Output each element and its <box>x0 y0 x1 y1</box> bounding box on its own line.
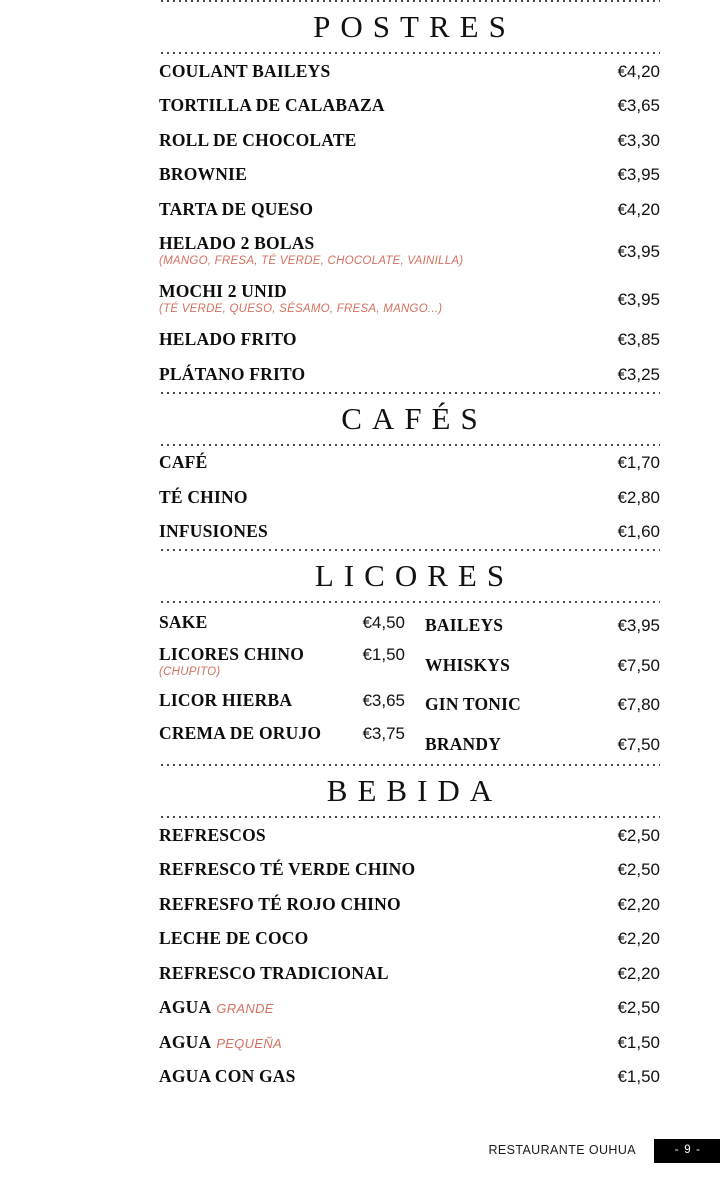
section-title: POSTRES <box>313 9 516 44</box>
menu-item-row <box>159 480 660 515</box>
menu-item-price: €3,25 <box>617 364 660 384</box>
menu-item-row <box>159 853 660 888</box>
menu-item-price: €2,80 <box>617 487 660 507</box>
menu-item-name: INFUSIONES <box>159 521 268 541</box>
menu-item-body <box>159 280 603 316</box>
menu-item-body <box>159 1031 603 1052</box>
two-column-list <box>159 603 660 764</box>
menu-item-name: AGUA CON GAS <box>159 1066 296 1086</box>
menu-item-name: COULANT BAILEYS <box>159 60 331 81</box>
menu-item-body <box>159 523 603 541</box>
menu-item-price: €2,50 <box>617 825 660 845</box>
menu-item-name: LECHE DE COCO <box>159 928 309 948</box>
item-list <box>159 54 660 392</box>
menu-item-body <box>159 331 603 349</box>
menu-item-name: REFRESFO TÉ ROJO CHINO <box>159 893 401 914</box>
menu-item-modifier: GRANDE <box>216 1001 274 1016</box>
menu-item-price: €7,50 <box>617 734 660 754</box>
menu-item-row <box>159 275 660 323</box>
menu-item-row <box>159 158 660 193</box>
menu-item-price: €2,20 <box>617 894 660 914</box>
menu-item-description: (MANGO, FRESA, TÉ VERDE, CHOCOLATE, VAINILLA) <box>159 255 464 267</box>
menu-item-body <box>159 129 603 150</box>
menu-item-name: WHISKYS <box>425 654 511 675</box>
menu-item-price: €4,20 <box>617 199 660 219</box>
menu-content <box>159 0 660 1094</box>
menu-item-description: (CHUPITO) <box>159 666 221 678</box>
section-heading-block <box>159 394 660 444</box>
menu-item-body <box>159 824 603 845</box>
menu-item-name: MOCHI 2 UNID <box>159 280 287 301</box>
menu-sections <box>159 0 660 1094</box>
menu-item-row <box>159 1025 660 1060</box>
menu-item-body <box>425 617 603 635</box>
menu-item-body <box>159 363 603 384</box>
section-title: CAFÉS <box>341 400 488 436</box>
menu-item-name: SAKE <box>159 611 208 632</box>
menu-item-row <box>159 956 660 991</box>
menu-item-price: €3,85 <box>617 330 660 349</box>
menu-item-row <box>425 646 660 686</box>
menu-item-row <box>159 717 405 750</box>
menu-item-name: TARTA DE QUESO <box>159 198 314 219</box>
section-title: LICORES <box>314 558 515 593</box>
menu-item-body <box>425 733 603 754</box>
menu-item-price: €4,50 <box>362 612 405 632</box>
menu-item-body <box>159 643 348 679</box>
menu-item-name: HELADO 2 BOLAS <box>159 232 315 253</box>
menu-item-row <box>159 606 405 639</box>
menu-item-row <box>159 1060 660 1095</box>
menu-item-row <box>159 515 660 550</box>
menu-item-price: €3,95 <box>617 165 660 184</box>
menu-item-price: €3,95 <box>617 616 660 635</box>
menu-item-body <box>159 454 603 472</box>
menu-item-body <box>159 198 603 219</box>
menu-item-body <box>159 232 603 268</box>
menu-item-body <box>159 692 348 710</box>
menu-item-row <box>159 89 660 124</box>
page-footer <box>0 1139 720 1163</box>
menu-item-row <box>425 685 660 725</box>
menu-item-price: €1,70 <box>617 453 660 472</box>
menu-item-name: REFRESCO TÉ VERDE CHINO <box>159 859 416 879</box>
menu-section-cafes <box>159 392 660 550</box>
menu-item-body <box>159 999 603 1017</box>
section-heading-block <box>159 766 660 816</box>
menu-item-price: €1,60 <box>617 522 660 541</box>
menu-item-price: €3,30 <box>617 130 660 150</box>
menu-item-name: GIN TONIC <box>425 694 521 714</box>
section-title: BEBIDA <box>326 773 503 808</box>
menu-item-body <box>159 722 348 743</box>
column-right <box>425 606 660 764</box>
menu-item-name: HELADO FRITO <box>159 329 297 349</box>
menu-item-price: €3,95 <box>617 241 660 261</box>
menu-item-name: TÉ CHINO <box>159 486 248 507</box>
menu-item-name: BROWNIE <box>159 164 247 184</box>
menu-item-name: TORTILLA DE CALABAZA <box>159 95 385 115</box>
menu-item-name: CAFÉ <box>159 452 208 472</box>
menu-item-price: €7,80 <box>617 695 660 714</box>
section-heading-block <box>159 2 660 52</box>
menu-item-name: BAILEYS <box>425 615 504 635</box>
menu-item-row <box>159 818 660 853</box>
menu-item-name: AGUA GRANDE <box>159 997 274 1017</box>
menu-item-price: €1,50 <box>362 644 405 664</box>
menu-item-row <box>159 446 660 481</box>
menu-item-row <box>425 725 660 765</box>
menu-item-price: €3,65 <box>617 96 660 115</box>
menu-item-description: (TÉ VERDE, QUESO, SÉSAMO, FRESA, MANGO...) <box>159 303 443 315</box>
restaurant-name: RESTAURANTE OUHUA <box>488 1143 636 1158</box>
menu-item-row <box>159 887 660 922</box>
menu-item-price: €1,50 <box>617 1032 660 1052</box>
menu-item-body <box>159 166 603 184</box>
menu-item-row <box>159 991 660 1026</box>
menu-item-row <box>425 606 660 646</box>
menu-item-name: CREMA DE ORUJO <box>159 722 322 743</box>
menu-item-price: €3,65 <box>362 691 405 710</box>
section-heading-block <box>159 551 660 601</box>
menu-item-row <box>159 357 660 392</box>
item-list <box>159 446 660 550</box>
menu-item-price: €7,50 <box>617 655 660 675</box>
menu-item-name: REFRESCOS <box>159 824 266 845</box>
menu-item-modifier: PEQUEÑA <box>216 1035 282 1051</box>
menu-item-row <box>159 192 660 227</box>
menu-item-body <box>159 861 603 879</box>
menu-item-body <box>159 930 603 948</box>
menu-item-row <box>159 685 405 718</box>
menu-item-row <box>159 639 405 685</box>
menu-section-postres <box>159 0 660 392</box>
menu-item-body <box>159 1068 603 1086</box>
menu-item-body <box>159 962 603 983</box>
menu-item-row <box>159 323 660 358</box>
menu-item-body <box>159 60 603 81</box>
menu-item-price: €3,95 <box>617 289 660 309</box>
menu-item-row <box>159 922 660 957</box>
menu-item-name: ROLL DE CHOCOLATE <box>159 129 357 150</box>
menu-item-name: LICOR HIERBA <box>159 690 293 710</box>
menu-item-body <box>425 654 603 675</box>
menu-item-price: €2,20 <box>617 963 660 983</box>
menu-item-row <box>159 54 660 89</box>
menu-item-body <box>159 486 603 507</box>
menu-item-price: €2,50 <box>617 860 660 879</box>
menu-item-body <box>159 611 348 632</box>
menu-item-name: LICORES CHINO <box>159 643 305 664</box>
menu-item-row <box>159 227 660 275</box>
menu-item-price: €3,75 <box>362 723 405 743</box>
column-left <box>159 606 405 764</box>
menu-section-licores <box>159 549 660 764</box>
menu-item-price: €2,50 <box>617 998 660 1017</box>
menu-item-name: PLÁTANO FRITO <box>159 363 306 384</box>
menu-item-body <box>159 893 603 914</box>
menu-item-body <box>159 97 603 115</box>
menu-item-row <box>159 123 660 158</box>
menu-item-name: REFRESCO TRADICIONAL <box>159 962 389 983</box>
item-list <box>159 818 660 1094</box>
menu-item-price: €2,20 <box>617 929 660 948</box>
menu-item-body <box>425 696 603 714</box>
menu-item-name: AGUA PEQUEÑA <box>159 1031 282 1052</box>
menu-item-name: BRANDY <box>425 733 502 754</box>
menu-section-bebida <box>159 764 660 1094</box>
menu-item-price: €1,50 <box>617 1067 660 1086</box>
page-number-badge: - 9 - <box>654 1139 720 1163</box>
menu-item-price: €4,20 <box>617 61 660 81</box>
